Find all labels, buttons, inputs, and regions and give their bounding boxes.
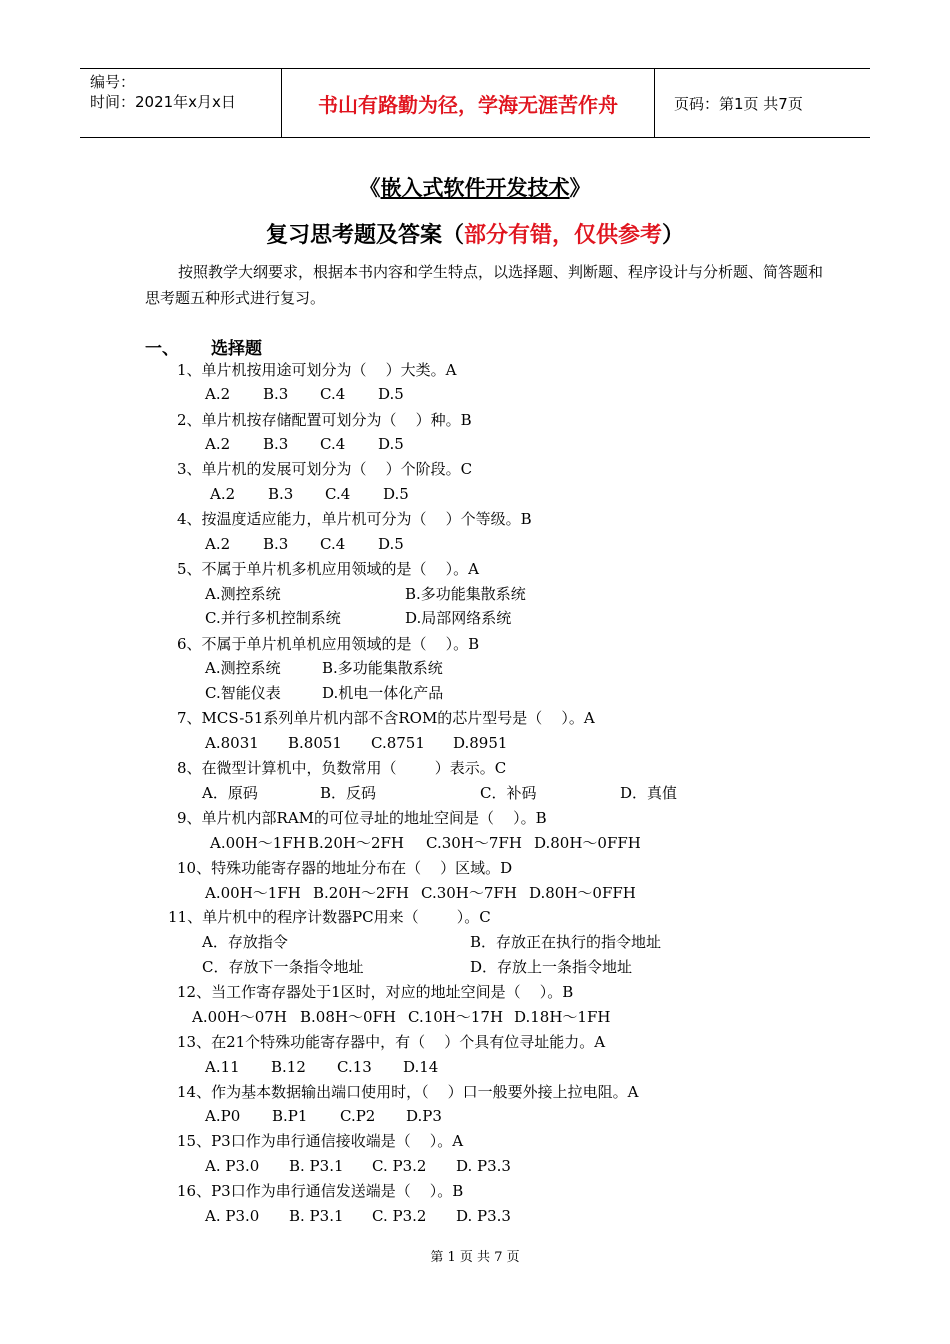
answer-option: A.2 (210, 485, 236, 503)
question-text: 11、单片机中的程序计数器PC用来（ ）。C (168, 908, 491, 926)
answer-option: C.13 (337, 1058, 372, 1076)
answer-option: C.智能仪表 (205, 684, 281, 702)
answer-option: A.P0 (205, 1107, 241, 1125)
answer-option: B. P3.1 (289, 1207, 344, 1225)
answer-option: D.14 (403, 1058, 439, 1076)
answer-option: B.多功能集散系统 (405, 585, 526, 603)
answer-option: A.2 (205, 385, 231, 403)
question-text: 12、当工作寄存器处于1区时，对应的地址空间是（ ）。B (177, 983, 574, 1001)
answer-option: D.5 (378, 385, 404, 403)
answer-option: B.08H～0FH (300, 1008, 396, 1026)
answer-option: A.测控系统 (205, 659, 281, 677)
title-open: 《 (359, 176, 381, 200)
header-page-info (664, 69, 870, 137)
question-text: 5、不属于单片机多机应用领域的是（ ）。A (177, 560, 479, 578)
question-text: 2、单片机按存储配置可划分为（ ）种。B (177, 411, 472, 429)
answer-option: D. P3.3 (456, 1157, 511, 1175)
answer-option: A．存放指令 (202, 933, 288, 951)
title-main: 嵌入式软件开发技术 (380, 176, 570, 200)
answer-option: C.4 (325, 485, 351, 503)
question-text: 4、按温度适应能力，单片机可分为（ ）个等级。B (177, 510, 532, 528)
document-title (0, 172, 950, 202)
answer-option: A.测控系统 (205, 585, 281, 603)
question-text: 13、在21个特殊功能寄存器中，有（ ）个具有位寻址能力。A (177, 1033, 606, 1051)
answer-option: C.10H～17H (408, 1008, 504, 1026)
header-motto: 书山有路勤为径，学海无涯苦作舟 (281, 69, 655, 137)
answer-option: C. P3.2 (372, 1207, 427, 1225)
answer-option: C. P3.2 (372, 1157, 427, 1175)
answer-option: D.5 (383, 485, 409, 503)
answer-option: B.多功能集散系统 (322, 659, 443, 677)
answer-option: B．存放正在执行的指令地址 (470, 933, 662, 951)
question-text: 10、特殊功能寄存器的地址分布在（ ）区域。D (177, 859, 513, 877)
question-text: 1、单片机按用途可划分为（ ）大类。A (177, 361, 457, 379)
question-text: 16、P3口作为串行通信发送端是（ ）。B (177, 1182, 464, 1200)
answer-option: B.8051 (288, 734, 342, 752)
answer-option: A.00H～1FH (210, 834, 306, 852)
answer-option: C.4 (320, 435, 346, 453)
title-close: 》 (569, 176, 591, 200)
answer-option: B. P3.1 (289, 1157, 344, 1175)
code-label: 编号： (90, 73, 136, 91)
answer-option: D.5 (378, 435, 404, 453)
answer-option: D.5 (378, 535, 404, 553)
answer-option: C.30H～7FH (421, 884, 517, 902)
answer-option: A.11 (205, 1058, 240, 1076)
answer-option: D.局部网络系统 (405, 609, 512, 627)
answer-option: D.80H～0FFH (534, 834, 641, 852)
answer-option: C．存放下一条指令地址 (202, 958, 364, 976)
answer-option: A. P3.0 (205, 1157, 260, 1175)
answer-option: B.12 (271, 1058, 306, 1076)
answer-option: B.3 (263, 535, 289, 553)
answer-option: A.00H～1FH (205, 884, 301, 902)
answer-option: C.并行多机控制系统 (205, 609, 341, 627)
answer-option: B.20H～2FH (308, 834, 404, 852)
answer-option: D．真值 (620, 784, 678, 802)
answer-option: B．反码 (320, 784, 377, 802)
header-meta (80, 69, 280, 137)
answer-option: B.3 (263, 435, 289, 453)
section-title: 选择题 (211, 339, 262, 359)
answer-option: C.4 (320, 535, 346, 553)
section-number: 一、 (145, 339, 179, 359)
question-text: 9、单片机内部RAM的可位寻址的地址空间是（ ）。B (177, 809, 547, 827)
answer-option: A. P3.0 (205, 1207, 260, 1225)
subtitle-end: ） (662, 223, 685, 248)
answer-option: A．原码 (202, 784, 258, 802)
answer-option: B.20H～2FH (313, 884, 409, 902)
answer-option: D. P3.3 (456, 1207, 511, 1225)
document-header (80, 68, 870, 138)
answer-option: D.机电一体化产品 (322, 684, 444, 702)
question-text: 7、MCS-51系列单片机内部不含ROM的芯片型号是（ ）。A (177, 709, 595, 727)
question-text: 3、单片机的发展可划分为（ ）个阶段。C (177, 460, 473, 478)
answer-option: D.80H～0FFH (529, 884, 636, 902)
answer-option: A.2 (205, 435, 231, 453)
intro-paragraph: 按照教学大纲要求，根据本书内容和学生特点，以选择题、判断题、程序设计与分析题、简答题和思考题五种形式进行复习。 (145, 263, 824, 307)
answer-option: D．存放上一条指令地址 (470, 958, 633, 976)
answer-option: C．补码 (480, 784, 537, 802)
document-subtitle (0, 218, 950, 249)
answer-option: A.00H～07H (192, 1008, 287, 1026)
section-heading (145, 334, 262, 359)
subtitle-black: 复习思考题及答案（ (265, 223, 464, 248)
question-text: 15、P3口作为串行通信接收端是（ ）。A (177, 1132, 464, 1150)
question-text: 14、作为基本数据输出端口使用时，（ ）口一般要外接上拉电阻。A (177, 1083, 639, 1101)
answer-option: B.3 (268, 485, 294, 503)
answer-option: B.3 (263, 385, 289, 403)
answer-option: C.4 (320, 385, 346, 403)
answer-option: B.P1 (272, 1107, 308, 1125)
answer-option: A.8031 (205, 734, 259, 752)
subtitle-red: 部分有错，仅供参考 (463, 223, 662, 248)
question-text: 6、不属于单片机单机应用领域的是（ ）。B (177, 635, 480, 653)
question-text: 8、在微型计算机中，负数常用（ ）表示。C (177, 759, 507, 777)
answer-option: D.P3 (406, 1107, 442, 1125)
answer-option: C.P2 (340, 1107, 376, 1125)
page-label: 页码：第1页 共7页 (674, 94, 803, 113)
time-label: 时间：2021年x月x日 (90, 93, 236, 111)
answer-option: A.2 (205, 535, 231, 553)
answer-option: D.18H～1FH (514, 1008, 611, 1026)
page-footer: 第 1 页 共 7 页 (430, 1250, 520, 1265)
answer-option: D.8951 (453, 734, 508, 752)
answer-option: C.30H～7FH (426, 834, 522, 852)
answer-option: C.8751 (371, 734, 425, 752)
